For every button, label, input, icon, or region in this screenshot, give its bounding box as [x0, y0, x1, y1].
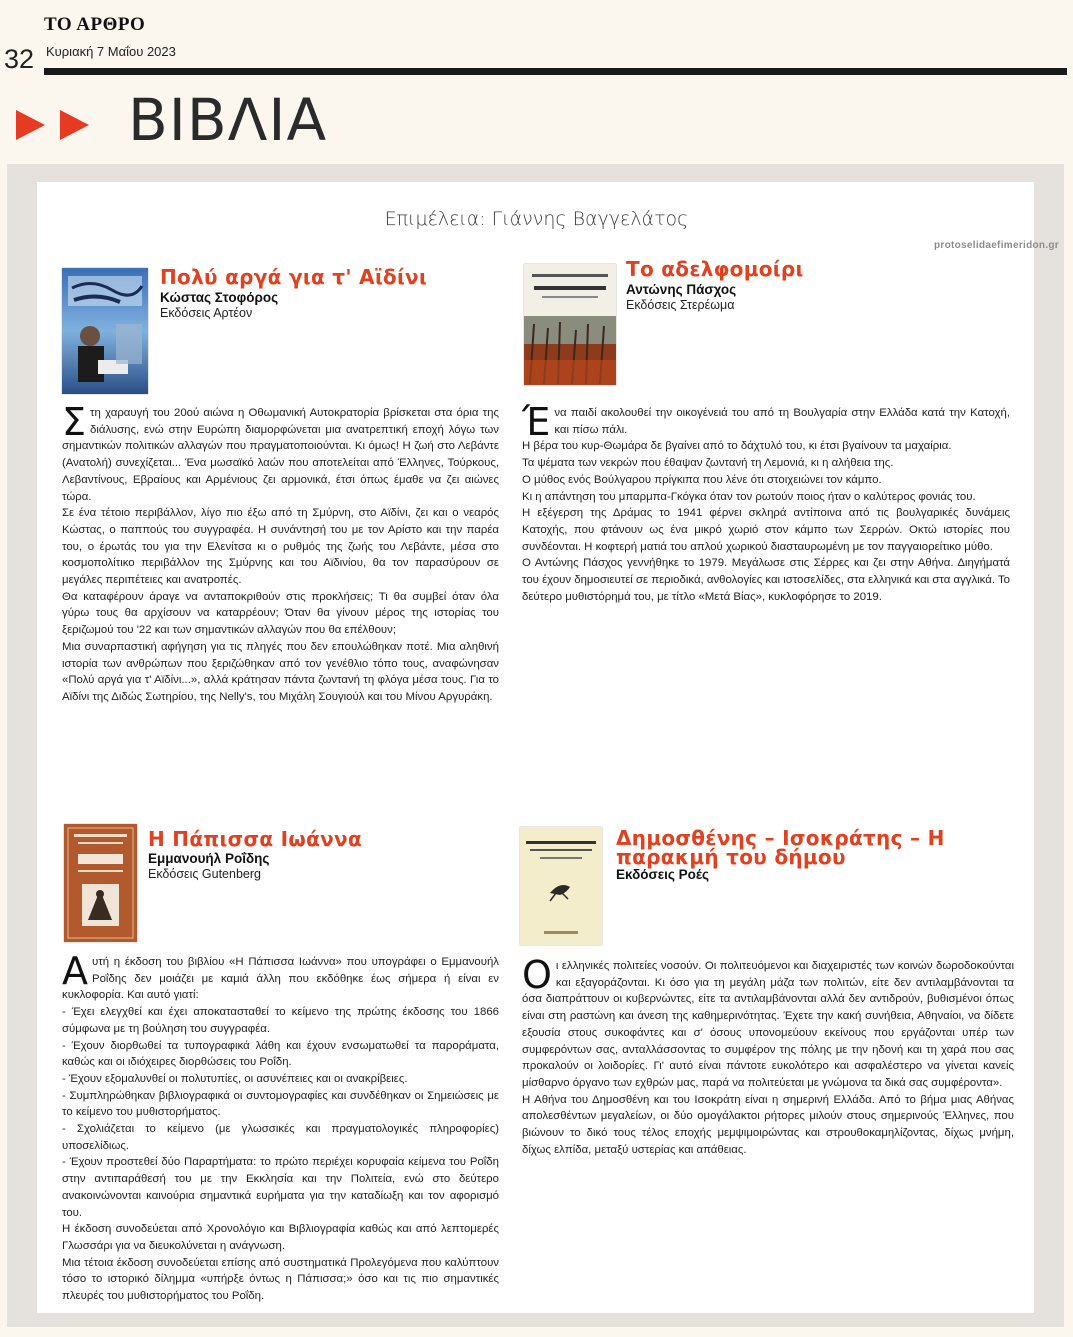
review-paragraph: Κι η απάντηση του μπαρμπα-Γκόγκα όταν τον ρωτούν ποιος ήταν ο καλύτερος φονιάς του.: [522, 490, 976, 503]
book-title: Δημοσθένης – Ισοκράτης – Η παρακμή του δήμου: [616, 826, 945, 869]
book-review-text: [522, 400, 1010, 605]
book-cover-aidini: [62, 268, 148, 394]
drop-cap: Ο: [522, 953, 552, 997]
book-author: Εκδόσεις Ροές: [616, 867, 710, 882]
book-title: Πολύ αργά για τ' Αϊδίνι: [160, 265, 428, 289]
review-paragraph: - Έχουν εξομαλυνθεί οι πολυτυπίες, οι ασυνέπειες και οι ανακρίβειες.: [62, 1072, 408, 1085]
review-paragraph: Η Αθήνα του Δημοσθένη και του Ισοκράτη είναι η σημερινή Ελλάδα. Από το βήμα μιας Αθήνας απολεσθέντων μεγαλείων, οι δύο ομογάλακτοι ρήτορες μιλούν στους σημερινούς Έλληνες, που βιώνουν το δικό τους τέλος εποχής μεμψιμοιρώντας και στρουθοκαμηλίζοντας, δίχως μνήμη, δίχως ελπίδα, μεταξύ υστερίας και απάθειας.: [522, 1093, 1014, 1156]
book-title: Το αδελφομοίρι: [626, 257, 804, 281]
book-review-text: [62, 400, 499, 706]
review-paragraph: - Σχολιάζεται το κείμενο (με γλωσσικές και πραγματολογικές πληροφορίες) υποσελίδιως.: [62, 1123, 499, 1152]
review-paragraph: Η έκδοση συνοδεύεται από Χρονολόγιο και Βιβλιογραφία καθώς και από λεπτομερές Γλωσσάρι για να διευκολύνεται η ανάγνωση.: [62, 1223, 499, 1252]
book-publisher: Εκδόσεις Gutenberg: [148, 867, 261, 881]
issue-date: Κυριακή 7 Μαΐου 2023: [46, 44, 176, 59]
review-paragraph: Μια συναρπαστική αφήγηση για τις πληγές που δεν επουλώθηκαν ποτέ. Μια αληθινή ιστορία των ανθρώπων που ξεριζώθηκαν από τον γενέθλιο τόπο τους, αναφώνησαν «Πολύ αργά για τ' Αϊδίνι...», αλλά κράτησαν πάντα ζωντανή τη φλόγα μέσα τους. Για το Αϊδίνι της Διδώς Σωτηρίου, της Nelly's, του Μιχάλη Σουγιούλ και του Μίνου Αργυράκη.: [62, 640, 499, 703]
review-paragraph: υτή η έκδοση του βιβλίου «Η Πάπισσα Ιωάννα» που υπογράφει ο Εμμανουήλ Ροΐδης δεν μοιάζει με καμιά άλλη που εκδόθηκε έως σήμερα ή είναι εν κυκλοφορία. Και αυτό γιατί:: [62, 956, 499, 1002]
review-paragraph: να παιδί ακολουθεί την οικογένειά του από τη Βουλγαρία στην Ελλάδα κατά την Κατοχή, και πίσω πάλι.: [554, 407, 1010, 436]
newspaper-name: ΤΟ ΑΡΘΡΟ: [44, 14, 146, 35]
section-title: ΒΙΒΛΙΑ: [128, 86, 328, 154]
drop-cap: Σ: [62, 400, 87, 444]
review-paragraph: Ο Αντώνης Πάσχος γεννήθηκε το 1979. Μεγάλωσε στις Σέρρες και ζει στην Αθήνα. Διηγήματά του έχουν δημοσιευτεί σε περιοδικά, ανθολογίες και ιστοσελίδες, στα ελληνικά και στα αγγλικά. Το δεύτερο μυθιστόρημά του, με τίτλο «Μετά Βίας», κυκλοφόρησε το 2019.: [522, 557, 1010, 603]
review-paragraph: Θα καταφέρουν άραγε να ανταποκριθούν στις προκλήσεις; Τι θα συμβεί όταν όλα γύρω τους θα αρχίσουν να καταρρέουν; Όταν θα γίνουν μέρος της ιστορίας του ξεριζωμού του '22 και των σημαντικών αλλαγών που θα επέλθουν;: [62, 590, 499, 637]
book-publisher: Εκδόσεις Αρτέον: [160, 306, 253, 320]
book-author: Κώστας Στοφόρος: [160, 290, 279, 305]
watermark: protoselidaefimeridon.gr: [934, 240, 1059, 251]
book-review-text: [522, 953, 1014, 1158]
review-paragraph: Ο μύθος ενός Βούλγαρου πρίγκιπα που λένε ότι στοιχειώνει τον κάμπο.: [522, 473, 882, 486]
editor-credit: Επιμέλεια: Γιάννης Βαγγελάτος: [384, 208, 689, 230]
book-cover-adelfomoiri: [524, 264, 616, 385]
page-number: 32: [4, 44, 35, 74]
review-paragraph: ι ελληνικές πολιτείες νοσούν. Οι πολιτευόμενοι και διαχειριστές των κοινών δωροδοκούνται και εξαγοράζονται. Κι όσο για τη μεγάλη μάζα των πολιτών, είτε δεν αντιλαμβάνονται τα όσα διαπράττουν οι κυβερνώντες, είτε τα αντιλαμβάνονται αλλά δεν αντιδρούν, βυθισμένοι όπως είναι στη ραστώνη και άνεση της καθημερινότητας. Έχετε την κακή συνήθεια, Αθηναίοι, να δίδετε εξουσία στους συκοφάντες και σ' όσους υπονομεύουν εκείνους που εργάζονται υπέρ των συμφερόντων σας, ανταλλάσσοντας το συμφέρον της πόλης με την ηδονή και τη χαρά που σας προκαλούν οι λοιδορίες. Γι' αυτό είναι πάντοτε ευκολότερο και ασφαλέστερο να γίνεται κανείς μίσθαρνο όργανο των εχθρών μας, παρά να πολιτεύεται με γνώμονα τα δικά σας συμφέροντα».: [522, 960, 1014, 1089]
book-publisher: Εκδόσεις Στερέωμα: [626, 298, 735, 312]
review-paragraph: τη χαραυγή του 20ού αιώνα η Οθωμανική Αυτοκρατορία βρίσκεται στα όρια της διάλυσης, ενώ στην Ευρώπη διαμορφώνεται μια ανατρεπτική εποχή λόγω των σημαντικών πολιτικών αλλαγών που πραγματοποιούνται. Κι όμως! Η ζωή στο Λεβάντε (Ανατολή) συνεχίζεται... Ένα μωσαϊκό λαών που αποτελείται από Έλληνες, Τούρκους, Λεβαντίνους, Εβραίους και Αρμένιους ζει αρμονικά, έτσι όπως έμαθε να ζει αιώνες τώρα.: [62, 407, 499, 503]
book-title: Η Πάπισσα Ιωάννα: [148, 827, 362, 851]
review-paragraph: - Έχει ελεγχθεί και έχει αποκατασταθεί το κείμενο της πρώτης έκδοσης του 1866 σύμφωνα με τη βούληση του συγγραφέα.: [62, 1006, 499, 1035]
review-paragraph: Μια τέτοια έκδοση συνοδεύεται επίσης από συστηματικά Προλεγόμενα που καλύπτουν τόσο το ιστορικό δίλημμα «υπήρξε όντως η Πάπισσα;» όσο και τις πιο σημαντικές πλευρές του μυθιστορήματος του Ροΐδη.: [62, 1256, 499, 1303]
review-paragraph: Η βέρα του κυρ-Θωμάρα δε βγαίνει από το δάχτυλό του, κι έτσι βγαίνουν τα μαχαίρια.: [522, 440, 952, 453]
review-paragraph: Σε ένα τέτοιο περιβάλλον, λίγο πιο έξω από τη Σμύρνη, στο Αϊδίνι, ζει και ο νεαρός Κώστας, ο παππούς του συγγραφέα. Η συνάντησή του με τον Αρίστο και την παρέα του, ο έρωτάς του για την Ελενίτσα κι ο ρυθμός της ζωής του Λεβάντε, μέσα στο κοσμοπολίτικο περιβάλλον της Σμύρνης και του Αϊδινίου, θα τον παρασύρουν σε μεγάλες περιπέτειες και ανατροπές.: [62, 507, 499, 587]
review-paragraph: - Έχουν προστεθεί δύο Παραρτήματα: το πρώτο περιέχει κορυφαία κείμενα του Ροΐδη στην αντιπαράθεσή του με την Εκκλησία και την Πολιτεία, ενώ στο δεύτερο ανακοινώνονται καινούρια σημαντικά ευρήματα για την καταδίωξη και τον αφορισμό του.: [62, 1156, 499, 1219]
masthead-rule: [44, 68, 1067, 75]
book-cover-papissa: [64, 824, 137, 942]
drop-cap: Έ: [522, 400, 551, 444]
review-paragraph: - Συμπληρώθηκαν βιβλιογραφικά οι συντομογραφίες και συνδέθηκαν οι Σημειώσεις με το κείμενο του μυθιστορήματος.: [62, 1089, 499, 1119]
book-author: Εμμανουήλ Ροΐδης: [148, 851, 270, 866]
review-paragraph: - Έχουν διορθωθεί τα τυπογραφικά λάθη και έχουν ενσωματωθεί τα παροράματα, καθώς και οι ιδιόχειρες διορθώσεις του Ροΐδη.: [62, 1039, 499, 1069]
drop-cap: Α: [62, 949, 88, 993]
review-paragraph: Τα ψέματα των νεκρών που έθαψαν ζωντανή τη Λεμονιά, κι η αλήθεια της.: [522, 457, 894, 470]
book-author: Αντώνης Πάσχος: [626, 282, 737, 297]
book-review-text: [62, 949, 499, 1305]
review-paragraph: Η εξέγερση της Δράμας το 1941 φέρνει σκληρά αντίποινα από τις βουλγαρικές δυνάμεις Κατοχής, που φτάνουν ως ένα μικρό χωριό στον κάμπο των Σερρών. Οκτώ ιστορίες που συνδέονται. Η κοφτερή ματιά του απλού χωρικού διασταυρωμένη με τον παγγαιορείτικο μύθο.: [522, 507, 1010, 553]
book-cover-dimosthenis: [520, 827, 602, 945]
